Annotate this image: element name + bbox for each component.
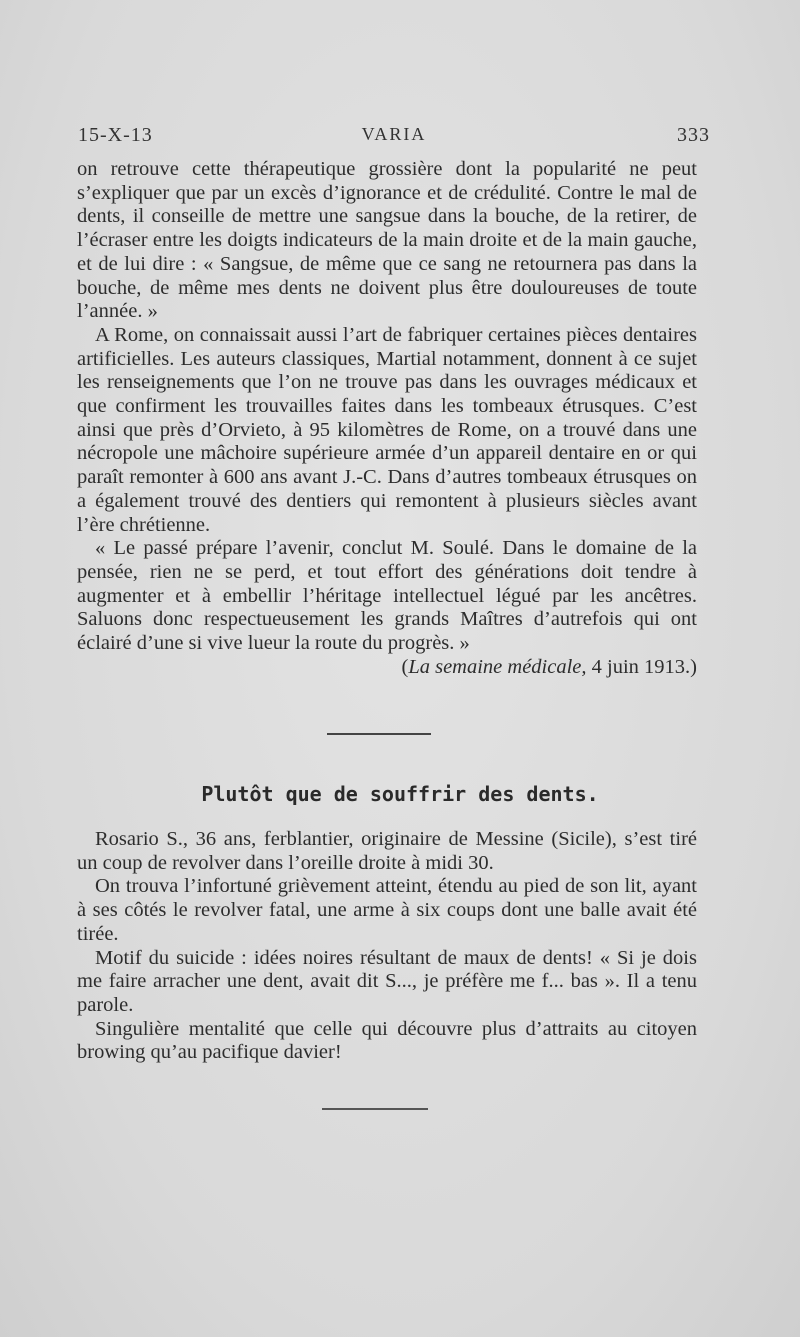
article-2-body bbox=[77, 828, 697, 1065]
paragraph: Motif du suicide : idées noires résultant de maux de dents! « Si je dois me faire arracher une dent, avait dit S..., je préfère me f... bas ». Il a tenu parole. bbox=[77, 946, 697, 1016]
paragraph: « Le passé prépare l’avenir, conclut M. Soulé. Dans le domaine de la pensée, rien ne se perd, et tout effort des générations doit tendre à augmenter et à embellir l’héritage intellectuel légué par les ancêtres. Saluons donc respectueusement les grands Maîtres d’autrefois qui ont éclairé d’une si vive lueur la route du progrès. » bbox=[77, 537, 697, 655]
source-citation bbox=[77, 656, 697, 680]
paragraph: Singulière mentalité que celle qui découvre plus d’attraits au citoyen browing qu’au pacifique davier! bbox=[77, 1017, 697, 1064]
paragraph: on retrouve cette thérapeutique grossière dont la popularité ne peut s’expliquer que par un excès d’ignorance et de crédulité. Contre le mal de dents, il conseille de mettre une sangsue dans la bouche, de la retirer, de l’écraser entre les doigts indicateurs de la main droite et de la main gauche, et de lui dire : « Sangsue, de même que ce sang ne retournera pas dans la bouche, de même mes dents ne doivent plus être douloureuses de toute l’année. » bbox=[77, 158, 697, 323]
header-section: VARIA bbox=[361, 124, 427, 144]
end-divider bbox=[322, 1108, 428, 1110]
citation-open-paren: ( bbox=[401, 655, 409, 678]
article-title: Plutôt que de souffrir des dents. bbox=[201, 782, 599, 806]
paragraph: A Rome, on connaissait aussi l’art de fabriquer certaines pièces dentaires artificielles. Les auteurs classiques, Martial notamment, donnent à ce sujet les renseignements que l’on ne trouve pas dans les ouvrages médicaux et que confirment les trouvailles faites dans les tombeaux étrusques. C’est ainsi que près d’Orvieto, à 95 kilomètres de Rome, on a trouvé dans une nécropole une mâchoire supérieure armée d’un appareil dentaire en or qui paraît remonter à 600 ans avant J.-C. Dans d’autres tombeaux étrusques on a également trouvé des dentiers qui remontent à plusieurs siècles avant l’ère chrétienne. bbox=[77, 323, 697, 536]
citation-journal: La semaine médicale, bbox=[408, 655, 587, 678]
citation-date: 4 juin 1913. bbox=[586, 655, 691, 678]
article-1-body bbox=[77, 158, 697, 679]
header-date: 15-X-13 bbox=[78, 124, 153, 146]
page-number: 333 bbox=[677, 124, 710, 146]
citation-close-paren: ) bbox=[690, 655, 697, 678]
paragraph: Rosario S., 36 ans, ferblantier, originaire de Messine (Sicile), s’est tiré un coup de revolver dans l’oreille droite à midi 30. bbox=[77, 828, 697, 874]
running-head bbox=[78, 124, 710, 154]
section-divider bbox=[327, 733, 431, 735]
paragraph: On trouva l’infortuné grièvement atteint, étendu au pied de son lit, ayant à ses côtés le revolver fatal, une arme à six coups dont une balle avait été tirée. bbox=[77, 875, 697, 945]
